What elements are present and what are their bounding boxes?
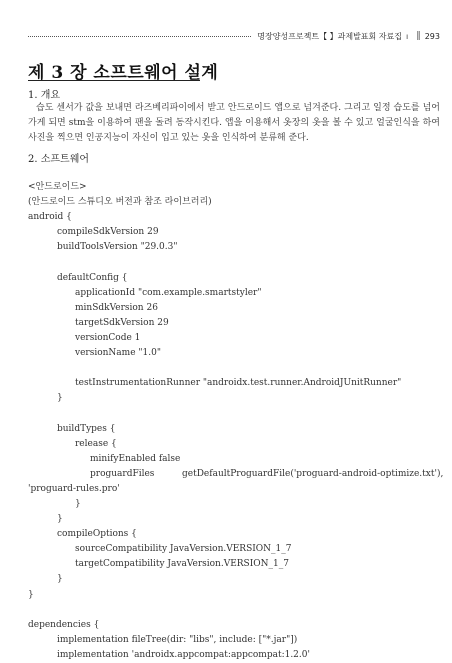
- code-blank-line: [28, 255, 444, 270]
- code-listing: [28, 180, 444, 663]
- section-heading-software: 2. 소프트웨어: [28, 154, 90, 165]
- overview-paragraph: 습도 센서가 값을 보내면 라즈베리파이에서 받고 안드로이드 앱으로 넘겨준다. 그리고 일정 습도를 넘어가게 되면 stm을 이용하여 팬을 돌려 동작시킨다. 앱을 이용해서 옷장의 옷을 볼 수 있고 얼굴인식을 하여 사진을 찍으면 인공지능이 자신이 입고 있는 옷을 인식하여 분류해 준다.: [28, 103, 440, 143]
- header-dotted-leader: [28, 36, 251, 37]
- running-header: [28, 29, 440, 43]
- code-line: release {: [75, 438, 117, 449]
- code-token: proguardFiles: [90, 468, 155, 479]
- code-line: }: [57, 393, 63, 404]
- code-line: compileSdkVersion 29: [57, 227, 159, 238]
- code-line: targetSdkVersion 29: [75, 317, 169, 328]
- code-line: 'proguard-rules.pro': [28, 483, 120, 494]
- code-blank-line: [28, 361, 444, 376]
- code-line: buildTypes {: [57, 423, 116, 434]
- code-line: }: [28, 589, 34, 600]
- header-separator: ı: [405, 31, 409, 41]
- code-blank-line: [28, 406, 444, 421]
- code-line: implementation fileTree(dir: "libs", include: ["*.jar"]): [57, 634, 298, 645]
- code-line: sourceCompatibility JavaVersion.VERSION_1_7: [75, 544, 292, 555]
- code-line: dependencies {: [28, 619, 100, 630]
- page-number: 293: [424, 31, 440, 41]
- code-line: compileOptions {: [57, 529, 137, 540]
- code-line: testInstrumentationRunner "androidx.test.runner.AndroidJUnitRunner": [75, 378, 402, 389]
- code-line: }: [57, 574, 63, 585]
- header-bar: ‖: [416, 31, 421, 41]
- section-heading-overview: 1. 개요: [28, 90, 61, 101]
- code-line: versionName "1.0": [75, 348, 161, 359]
- code-line: defaultConfig {: [57, 272, 128, 283]
- code-line: (안드로이드 스튜디오 버전과 참조 라이브러리): [28, 197, 212, 208]
- chapter-title-underline: [28, 80, 200, 81]
- code-line: minSdkVersion 26: [75, 302, 158, 313]
- code-line: buildToolsVersion "29.0.3": [57, 242, 178, 253]
- code-line: targetCompatibility JavaVersion.VERSION_1_7: [75, 559, 289, 570]
- code-blank-line: [28, 603, 444, 618]
- code-line: implementation 'androidx.appcompat:appcompat:1.2.0': [57, 649, 310, 660]
- code-line: <안드로이드>: [28, 182, 87, 192]
- code-line: }: [75, 498, 81, 509]
- code-token: getDefaultProguardFile('proguard-android-optimize.txt'),: [182, 468, 444, 479]
- code-line-proguard: [28, 467, 444, 482]
- code-line: applicationId "com.example.smartstyler": [75, 287, 262, 298]
- code-line: minifyEnabled false: [90, 453, 181, 464]
- chapter-title: 제 3 장 소프트웨어 설계: [28, 63, 219, 83]
- code-line: }: [57, 514, 63, 525]
- code-line: versionCode 1: [75, 332, 141, 343]
- code-line: android {: [28, 212, 72, 223]
- header-title: 명장양성프로젝트【 】과제발표회 자료집: [257, 31, 402, 41]
